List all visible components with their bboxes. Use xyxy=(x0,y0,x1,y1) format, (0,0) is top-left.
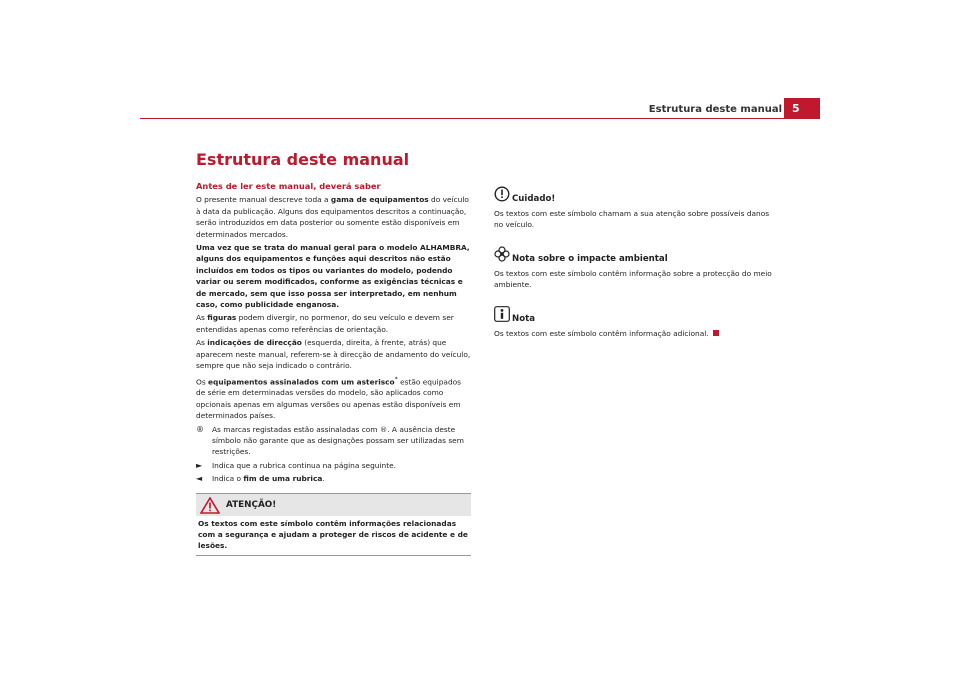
warning-box xyxy=(196,493,471,556)
paragraph-directions: As indicações de direcção (esquerda, direita, à frente, atrás) que aparecem neste manual, referem-se à direcção de andamento do veículo, sempre que não seja indicado o contrário. xyxy=(196,338,471,371)
right-column xyxy=(494,186,774,354)
caution-note xyxy=(494,186,774,231)
symbol-list xyxy=(196,424,471,485)
paragraph-asterisk: Os equipamentos assinalados com um asterisco* estão equipados de série em determinadas versões do modelo, são aplicados como opcionais apenas em algumas versões ou apenas estão disponíveis em determinados países. xyxy=(196,375,462,421)
running-header-title: Estrutura deste manual xyxy=(648,104,782,115)
list-item: ► Indica que a rubrica continua na página seguinte. xyxy=(196,460,397,470)
left-column xyxy=(196,181,471,556)
list-item: ◄ Indica o fim de uma rubrica. xyxy=(196,474,325,484)
flower-icon xyxy=(494,246,510,265)
paragraph-general-manual: Uma vez que se trata do manual geral para o modelo ALHAMBRA, alguns dos equipamentos e funções aqui descritos não estão incluídos em todos os tipos ou variantes do modelo, podendo variar ou serem modificados, conforme as exigências técnicas e de mercado, sem que isso possa ser interpretado, em nenhum caso, como publicidade enganosa. xyxy=(196,243,470,310)
page-title: Estrutura deste manual xyxy=(196,150,410,169)
paragraph-equipment-range: O presente manual descreve toda a gama de equipamentos do veículo à data da publicação. Alguns dos equipamentos descritos a continuação, serão introduzidos em data posterior ou somente estão disponíveis em determinados mercados. xyxy=(196,195,469,239)
info-label: Nota xyxy=(512,313,536,324)
registered-icon: ® xyxy=(196,424,204,434)
info-text: Os textos com este símbolo contêm informação adicional. xyxy=(494,328,774,339)
caution-icon xyxy=(494,186,510,205)
caution-label: Cuidado! xyxy=(512,194,556,204)
arrow-right-icon: ► xyxy=(196,460,203,470)
warning-label: ATENÇÃO! xyxy=(226,499,277,510)
warning-text: Os textos com este símbolo contêm informações relacionadas com a segurança e ajudam a proteger de riscos de acidente e de lesões. xyxy=(198,518,468,551)
environment-text: Os textos com este símbolo contêm informação sobre a protecção do meio ambiente. xyxy=(494,268,772,290)
section-subtitle: Antes de ler este manual, deverá saber xyxy=(196,181,381,191)
warning-triangle-icon xyxy=(200,497,220,517)
environment-label: Nota sobre o impacte ambiental xyxy=(512,253,668,264)
caution-text: Os textos com este símbolo chamam a sua atenção sobre possíveis danos no veículo. xyxy=(494,209,770,230)
paragraph-figures: As figuras podem divergir, no pormenor, do seu veículo e devem ser entendidas apenas como referências de orientação. xyxy=(196,313,454,334)
list-item: ® As marcas registadas estão assinaladas com ®. A ausência deste símbolo não garante que as designações possam ser utilizadas sem restrições. xyxy=(196,424,464,457)
warning-header xyxy=(196,494,471,516)
info-note xyxy=(494,306,774,339)
arrow-left-icon: ◄ xyxy=(196,474,203,484)
page-number: 5 xyxy=(784,98,820,119)
info-icon xyxy=(494,306,510,325)
end-of-section-icon xyxy=(713,330,719,336)
header-rule xyxy=(140,118,820,119)
environment-note xyxy=(494,246,774,291)
